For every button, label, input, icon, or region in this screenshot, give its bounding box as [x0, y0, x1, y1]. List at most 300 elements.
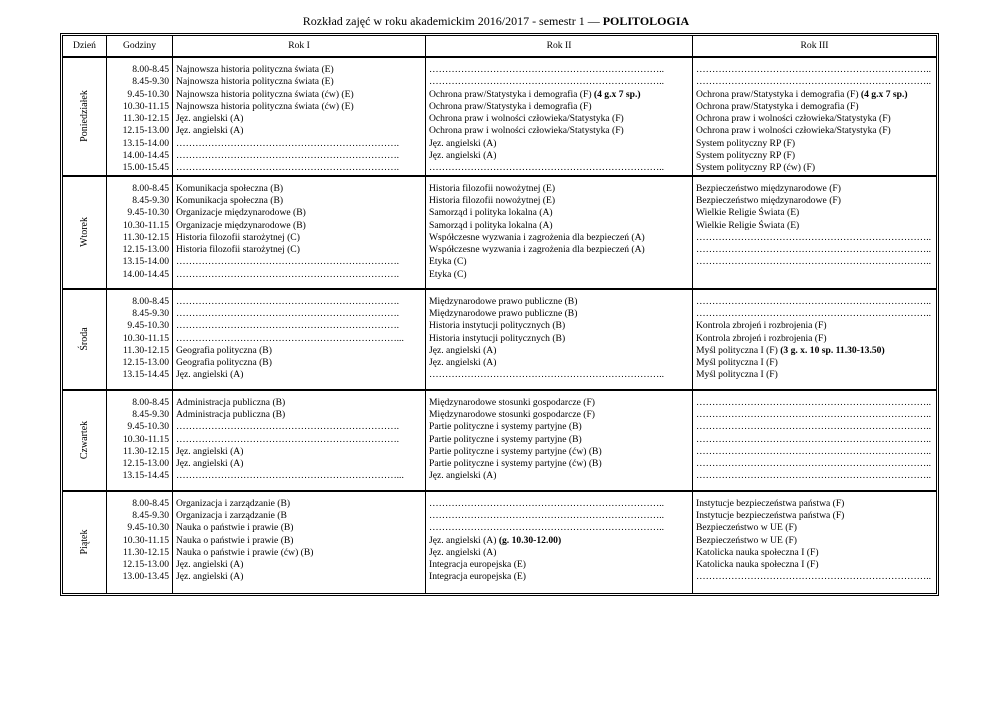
time-slot: 11.30-12.15 — [122, 546, 169, 558]
class-text: Historia instytucji politycznych (B) — [429, 320, 566, 332]
year2-cell — [426, 491, 693, 593]
time-slot: 10.30-11.15 — [122, 332, 169, 344]
class-text: ……………………………………………………………….. — [696, 470, 932, 482]
class-entry — [696, 125, 936, 137]
class-entry — [429, 308, 692, 320]
class-entry — [696, 345, 936, 357]
class-text: Bezpieczeństwo w UE (F) — [696, 534, 797, 546]
class-entry — [429, 320, 692, 332]
class-entry — [176, 535, 425, 547]
class-text: ……………………………………………………………. — [176, 256, 400, 268]
day-cell — [63, 176, 107, 289]
year2-cell — [426, 390, 693, 491]
time-slot: 9.45-10.30 — [127, 421, 169, 433]
class-entry — [696, 89, 936, 101]
class-text: Geografia polityczna (B) — [176, 357, 272, 369]
class-text: Historia instytucji politycznych (B) — [429, 332, 566, 344]
class-entry — [429, 138, 692, 150]
class-text: ……………………………………………………………. — [176, 137, 400, 149]
class-entry — [176, 369, 425, 381]
class-entry — [429, 446, 692, 458]
class-text: Bezpieczeństwo międzynarodowe (F) — [696, 182, 841, 194]
class-text: Jęz. angielski (A) — [429, 344, 497, 356]
class-text: ……………………………………………………………….. — [429, 497, 665, 509]
time-slot: 8.45-9.30 — [132, 307, 169, 319]
class-text: Geografia polityczna (B) — [176, 344, 272, 356]
year1-cell — [173, 390, 426, 491]
class-entry — [176, 64, 425, 76]
header-year1: Rok I — [173, 36, 426, 57]
class-text: ……………………………………………………………. — [176, 307, 400, 319]
header-row — [63, 36, 936, 57]
class-entry — [429, 244, 692, 256]
class-text: ……………………………………………………………….. — [696, 64, 932, 75]
class-text: Partie polityczne i systemy partyjne (B) — [429, 433, 582, 445]
class-entry — [176, 446, 425, 458]
class-entry — [176, 195, 425, 207]
class-text: Kontrola zbrojeń i rozbrojenia (F) — [696, 320, 827, 332]
class-entry — [176, 357, 425, 369]
day-cell — [63, 491, 107, 593]
class-note: (g. 10.30-12.00) — [498, 534, 562, 546]
class-text: ……………………………………………………………. — [176, 150, 400, 162]
page-title — [0, 14, 992, 28]
time-slot: 8.45-9.30 — [132, 194, 169, 206]
header-hours: Godziny — [107, 36, 173, 57]
class-entry — [429, 125, 692, 137]
class-entry — [176, 333, 425, 345]
class-entry — [176, 296, 425, 308]
time-slot: 13.00-13.45 — [122, 571, 169, 583]
class-entry — [696, 547, 936, 559]
class-text: ……………………………………………………………. — [176, 162, 400, 174]
class-text: Ochrona praw/Statystyka i demografia (F) — [429, 88, 594, 100]
class-entry — [429, 498, 692, 510]
class-entry — [429, 76, 692, 88]
class-text: Partie polityczne i systemy partyjne (ćw) (B) — [429, 458, 602, 470]
class-entry — [429, 547, 692, 559]
class-text: ……………………………………………………………….. — [696, 396, 932, 408]
class-entry — [176, 183, 425, 195]
class-text: ……………………………………………………………….. — [696, 244, 932, 256]
time-slot: 12.15-13.00 — [122, 458, 169, 470]
class-entry — [696, 296, 936, 308]
class-text: Historia filozofii nowożytnej (E) — [429, 194, 556, 206]
class-entry — [429, 357, 692, 369]
class-entry — [696, 162, 936, 174]
class-text: System polityczny RP (ćw) (F) — [696, 162, 816, 174]
class-entry — [176, 498, 425, 510]
class-entry — [429, 232, 692, 244]
header-year2: Rok II — [426, 36, 693, 57]
time-slot: 13.15-14.45 — [122, 369, 169, 381]
class-text: Jęz. angielski (A) — [176, 571, 244, 583]
time-slot: 8.00-8.45 — [132, 64, 169, 75]
time-slot: 12.15-13.00 — [122, 125, 169, 137]
class-entry — [429, 183, 692, 195]
class-text: ……………………………………………………………….. — [696, 256, 932, 268]
class-entry — [696, 256, 936, 268]
class-entry — [429, 345, 692, 357]
class-entry — [176, 150, 425, 162]
class-entry — [176, 89, 425, 101]
time-slot: 10.30-11.15 — [122, 219, 169, 231]
class-text: Instytucje bezpieczeństwa państwa (F) — [696, 497, 845, 509]
class-text: Międzynarodowe prawo publiczne (B) — [429, 307, 578, 319]
class-entry — [696, 458, 936, 470]
class-entry — [696, 409, 936, 421]
hours-cell — [107, 491, 173, 593]
class-entry — [176, 125, 425, 137]
class-text: Jęz. angielski (A) — [429, 534, 499, 546]
class-text: Kontrola zbrojeń i rozbrojenia (F) — [696, 332, 827, 344]
time-slot: 14.00-14.45 — [122, 150, 169, 162]
class-text: Myśl polityczna I (F) — [696, 369, 778, 381]
class-entry — [429, 470, 692, 482]
class-text: Etyka (C) — [429, 268, 467, 280]
class-entry — [696, 421, 936, 433]
class-text: Międzynarodowe stosunki gospodarcze (F) — [429, 408, 595, 420]
class-text: Historia filozofii starożytnej (C) — [176, 231, 300, 243]
class-text: Najnowsza historia polityczna świata (E) — [176, 76, 334, 88]
day-row — [63, 57, 936, 176]
class-text: ……………………………………………………………….. — [429, 162, 665, 174]
class-text: ……………………………………………………………. — [176, 421, 400, 433]
time-slot: 10.30-11.15 — [122, 534, 169, 546]
class-entry — [696, 498, 936, 510]
class-text: ……………………………………………………………….. — [429, 64, 665, 75]
class-text: Komunikacja społeczna (B) — [176, 182, 284, 194]
class-entry — [176, 345, 425, 357]
class-text: Najnowsza historia polityczna świata (ćw) (E) — [176, 100, 354, 112]
class-text: Partie polityczne i systemy partyjne (B) — [429, 421, 582, 433]
class-text: Ochrona praw/Statystyka i demografia (F) — [696, 100, 859, 112]
class-text: Współczesne wyzwania i zagrożenia dla bezpieczeń (A) — [429, 231, 645, 243]
class-entry — [176, 244, 425, 256]
day-row — [63, 491, 936, 593]
time-slot: 8.45-9.30 — [132, 76, 169, 88]
class-text: Instytucje bezpieczeństwa państwa (F) — [696, 509, 845, 521]
class-entry — [696, 357, 936, 369]
class-entry — [429, 369, 692, 381]
class-entry — [176, 510, 425, 522]
class-entry — [176, 101, 425, 113]
class-text: Jęz. angielski (A) — [176, 113, 244, 125]
class-entry — [176, 207, 425, 219]
class-text: Ochrona praw i wolności człowieka/Statystyka (F) — [696, 125, 891, 137]
time-slot: 14.00-14.45 — [122, 268, 169, 280]
class-entry — [696, 113, 936, 125]
class-entry — [176, 308, 425, 320]
class-text: Administracja publiczna (B) — [176, 408, 286, 420]
time-slot: 10.30-11.15 — [122, 100, 169, 112]
class-text: Integracja europejska (E) — [429, 571, 526, 583]
class-text: Wielkie Religie Świata (E) — [696, 219, 800, 231]
class-text: ……………………………………………………………. — [176, 295, 400, 307]
year2-cell — [426, 289, 693, 390]
class-entry — [176, 559, 425, 571]
class-entry — [429, 89, 692, 101]
day-label: Wtorek — [78, 217, 90, 248]
class-entry — [696, 101, 936, 113]
time-slot: 8.00-8.45 — [132, 396, 169, 408]
class-text: ……………………………………………………………. — [176, 268, 400, 280]
class-entry — [696, 535, 936, 547]
class-entry — [429, 195, 692, 207]
class-text: ……………………………………………………………….. — [696, 408, 932, 420]
time-slot: 9.45-10.30 — [127, 522, 169, 534]
class-text: ……………………………………………………………... — [176, 332, 404, 344]
time-slot: 12.15-13.00 — [122, 559, 169, 571]
class-text: ……………………………………………………………….. — [696, 433, 932, 445]
class-text: Międzynarodowe stosunki gospodarcze (F) — [429, 396, 595, 408]
class-entry — [176, 232, 425, 244]
year1-cell — [173, 289, 426, 390]
class-entry — [429, 522, 692, 534]
class-entry — [429, 434, 692, 446]
class-entry — [696, 320, 936, 332]
class-entry — [176, 571, 425, 583]
year3-cell — [693, 491, 937, 593]
time-slot: 13.15-14.00 — [122, 137, 169, 149]
class-text: Ochrona praw i wolności człowieka/Statystyka (F) — [429, 125, 624, 137]
class-note: (4 g.x 7 sp.) — [860, 88, 908, 100]
class-entry — [429, 409, 692, 421]
year1-cell — [173, 57, 426, 176]
class-text: Współczesne wyzwania i zagrożenia dla bezpieczeń (A) — [429, 244, 645, 256]
year2-cell — [426, 57, 693, 176]
class-entry — [696, 64, 936, 76]
schedule-sheet — [60, 33, 939, 596]
class-text: ……………………………………………………………….. — [696, 445, 932, 457]
class-text: Bezpieczeństwo międzynarodowe (F) — [696, 194, 841, 206]
class-note: (4 g.x 7 sp.) — [593, 88, 641, 100]
class-text: ……………………………………………………………….. — [429, 76, 665, 88]
class-entry — [429, 150, 692, 162]
class-entry — [429, 207, 692, 219]
class-text: Ochrona praw i wolności człowieka/Statystyka (F) — [429, 113, 624, 125]
class-text: Partie polityczne i systemy partyjne (ćw) (B) — [429, 445, 602, 457]
header-year3: Rok III — [693, 36, 937, 57]
class-entry — [429, 162, 692, 174]
class-text: Historia filozofii starożytnej (C) — [176, 244, 300, 256]
class-text: Etyka (C) — [429, 256, 467, 268]
class-entry — [696, 522, 936, 534]
hours-cell — [107, 390, 173, 491]
class-entry — [696, 369, 936, 381]
class-entry — [696, 220, 936, 232]
header-day: Dzień — [63, 36, 107, 57]
time-slot: 8.00-8.45 — [132, 295, 169, 307]
day-label: Czwartek — [78, 421, 90, 460]
time-slot: 10.30-11.15 — [122, 433, 169, 445]
class-entry — [429, 101, 692, 113]
class-text: Jęz. angielski (A) — [429, 357, 497, 369]
day-cell — [63, 390, 107, 491]
class-text: System polityczny RP (F) — [696, 137, 796, 149]
class-text: Jęz. angielski (A) — [176, 125, 244, 137]
class-entry — [429, 421, 692, 433]
year2-cell — [426, 176, 693, 289]
class-text: ……………………………………………………………….. — [696, 231, 932, 243]
year1-cell — [173, 176, 426, 289]
class-entry — [176, 547, 425, 559]
class-entry — [176, 256, 425, 268]
class-entry — [696, 244, 936, 256]
class-text: ……………………………………………………………….. — [429, 369, 665, 381]
class-entry — [176, 409, 425, 421]
class-text: Samorząd i polityka lokalna (A) — [429, 207, 553, 219]
class-entry — [429, 571, 692, 583]
class-entry — [429, 397, 692, 409]
class-note: (3 g. x. 10 sp. 11.30-13.50) — [780, 344, 885, 356]
class-entry — [176, 220, 425, 232]
class-text: ……………………………………………………………….. — [429, 522, 665, 534]
class-text: Administracja publiczna (B) — [176, 396, 286, 408]
class-text: ……………………………………………………………….. — [696, 307, 932, 319]
time-slot: 11.30-12.15 — [122, 113, 169, 125]
class-text: Komunikacja społeczna (B) — [176, 194, 284, 206]
class-entry — [696, 150, 936, 162]
class-entry — [429, 535, 692, 547]
day-label: Środa — [78, 327, 90, 351]
class-text: System polityczny RP (F) — [696, 150, 796, 162]
day-row — [63, 176, 936, 289]
title-prefix: Rozkład zajęć w roku akademickim 2016/2017 - semestr 1 — — [302, 14, 603, 28]
time-slot: 13.15-14.45 — [122, 470, 169, 482]
class-text: Samorząd i polityka lokalna (A) — [429, 219, 553, 231]
class-entry — [696, 434, 936, 446]
class-text: ……………………………………………………………….. — [429, 509, 665, 521]
class-entry — [429, 220, 692, 232]
hours-cell — [107, 289, 173, 390]
class-entry — [176, 320, 425, 332]
class-text: Organizacja i zarządzanie (B) — [176, 497, 291, 509]
class-text: Katolicka nauka społeczna I (F) — [696, 546, 819, 558]
class-entry — [176, 138, 425, 150]
class-text: Najnowsza historia polityczna świata (E) — [176, 64, 334, 75]
time-slot: 15.00-15.45 — [122, 162, 169, 174]
class-text: Jęz. angielski (A) — [429, 546, 497, 558]
class-text: Jęz. angielski (A) — [429, 470, 497, 482]
class-entry — [176, 458, 425, 470]
year3-cell — [693, 289, 937, 390]
class-entry — [429, 113, 692, 125]
class-entry — [176, 113, 425, 125]
class-entry — [176, 522, 425, 534]
class-entry — [696, 559, 936, 571]
class-text: Katolicka nauka społeczna I (F) — [696, 559, 819, 571]
class-entry — [696, 207, 936, 219]
time-slot: 8.00-8.45 — [132, 497, 169, 509]
class-entry — [176, 434, 425, 446]
class-entry — [696, 76, 936, 88]
time-slot: 11.30-12.15 — [122, 231, 169, 243]
class-text: Organizacje międzynarodowe (B) — [176, 207, 306, 219]
schedule-table — [63, 36, 936, 593]
class-text: ……………………………………………………………….. — [696, 421, 932, 433]
class-text: Nauka o państwie i prawie (B) — [176, 534, 294, 546]
class-text: Nauka o państwie i prawie (B) — [176, 522, 294, 534]
class-entry — [176, 162, 425, 174]
time-slot: 9.45-10.30 — [127, 207, 169, 219]
class-entry — [696, 571, 936, 583]
class-text: Ochrona praw i wolności człowieka/Statystyka (F) — [696, 113, 891, 125]
class-entry — [696, 183, 936, 195]
class-entry — [176, 470, 425, 482]
class-text: Ochrona praw/Statystyka i demografia (F) — [429, 100, 592, 112]
time-slot: 12.15-13.00 — [122, 357, 169, 369]
class-entry — [696, 446, 936, 458]
class-entry — [429, 269, 692, 281]
class-entry — [696, 308, 936, 320]
class-entry — [429, 296, 692, 308]
class-text: Myśl polityczna I (F) — [696, 357, 778, 369]
class-text: Jęz. angielski (A) — [429, 150, 497, 162]
schedule-body — [63, 57, 936, 593]
class-entry — [429, 64, 692, 76]
class-text: ……………………………………………………………….. — [696, 295, 932, 307]
class-text: Najnowsza historia polityczna świata (ćw) (E) — [176, 88, 354, 100]
time-slot: 11.30-12.15 — [122, 445, 169, 457]
class-text: Historia filozofii nowożytnej (E) — [429, 182, 556, 194]
time-slot: 8.45-9.30 — [132, 509, 169, 521]
hours-cell — [107, 57, 173, 176]
class-text: Jęz. angielski (A) — [176, 369, 244, 381]
class-entry — [696, 397, 936, 409]
class-text: ……………………………………………………………….. — [696, 458, 932, 470]
class-entry — [176, 76, 425, 88]
class-text: Międzynarodowe prawo publiczne (B) — [429, 295, 578, 307]
class-text: ……………………………………………………………. — [176, 433, 400, 445]
class-entry — [429, 559, 692, 571]
class-text: ……………………………………………………………... — [176, 470, 404, 482]
day-label: Piątek — [78, 529, 90, 555]
class-text: ……………………………………………………………….. — [696, 76, 932, 88]
time-slot: 13.15-14.00 — [122, 256, 169, 268]
class-entry — [429, 510, 692, 522]
year3-cell — [693, 176, 937, 289]
day-label: Poniedziałek — [78, 90, 90, 143]
class-text: Myśl polityczna I (F) — [696, 344, 781, 356]
year1-cell — [173, 491, 426, 593]
year3-cell — [693, 57, 937, 176]
time-slot: 12.15-13.00 — [122, 244, 169, 256]
class-entry — [696, 470, 936, 482]
class-text: Jęz. angielski (A) — [176, 445, 244, 457]
hours-cell — [107, 176, 173, 289]
class-entry — [176, 269, 425, 281]
class-entry — [176, 421, 425, 433]
class-text: Jęz. angielski (A) — [176, 559, 244, 571]
class-text: Ochrona praw/Statystyka i demografia (F) — [696, 88, 861, 100]
title-program: POLITOLOGIA — [602, 14, 690, 28]
class-entry — [429, 333, 692, 345]
class-entry — [696, 232, 936, 244]
time-slot: 9.45-10.30 — [127, 320, 169, 332]
time-slot: 9.45-10.30 — [127, 88, 169, 100]
time-slot: 8.00-8.45 — [132, 182, 169, 194]
class-text: Organizacje międzynarodowe (B) — [176, 219, 306, 231]
class-entry — [696, 333, 936, 345]
time-slot: 11.30-12.15 — [122, 344, 169, 356]
class-entry — [696, 510, 936, 522]
year3-cell — [693, 390, 937, 491]
day-cell — [63, 289, 107, 390]
class-entry — [429, 256, 692, 268]
class-entry — [429, 458, 692, 470]
time-slot: 8.45-9.30 — [132, 408, 169, 420]
